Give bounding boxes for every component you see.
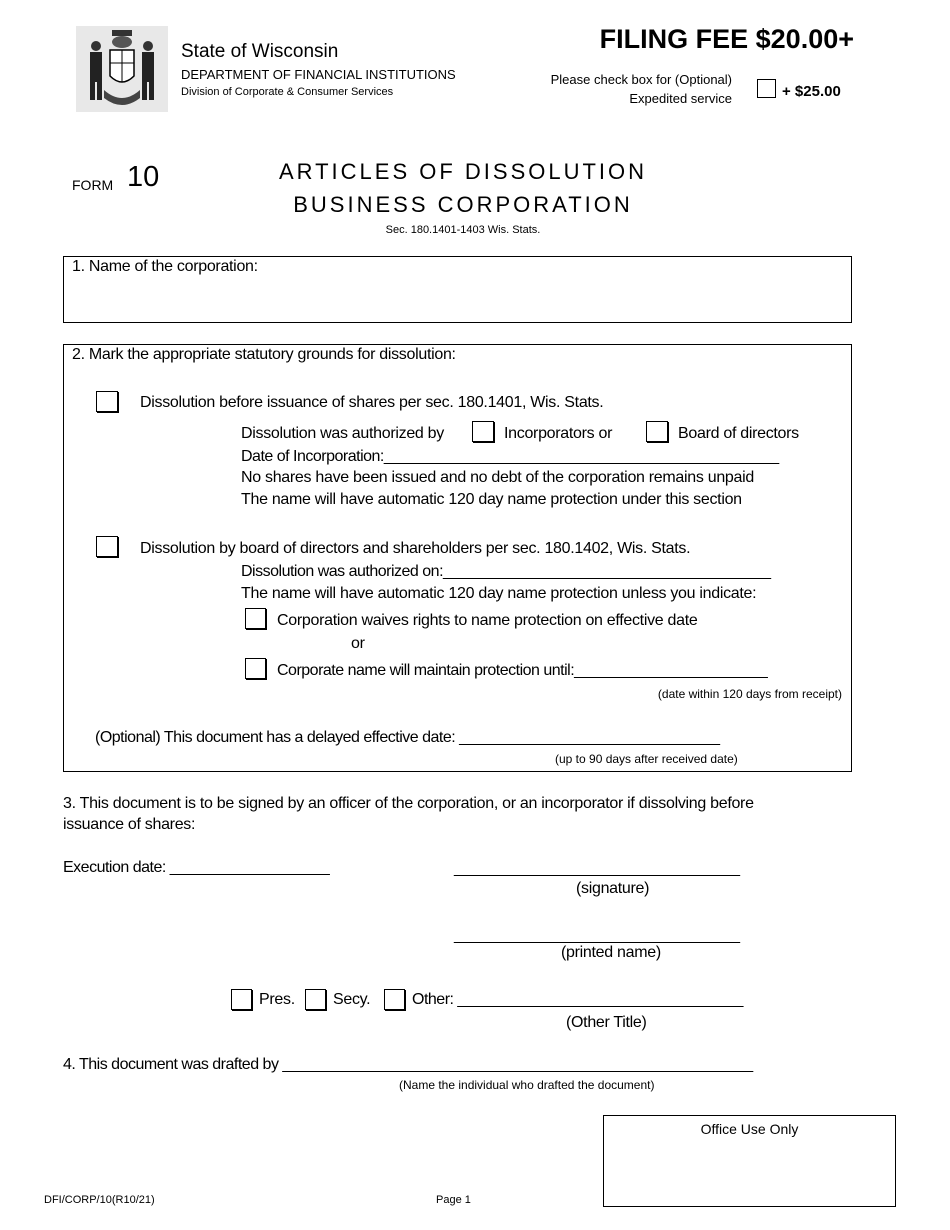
header-division: Division of Corporate & Consumer Services	[181, 86, 394, 98]
option-1402-label: Dissolution by board of directors and shareholders per sec. 180.1402, Wis. Stats.	[140, 540, 691, 557]
board-label: Board of directors	[678, 425, 799, 442]
form-statute: Sec. 180.1401-1403 Wis. Stats.	[385, 224, 541, 236]
printed-name-caption: (printed name)	[561, 944, 661, 961]
other-title-caption: (Other Title)	[566, 1014, 647, 1031]
incorporators-checkbox[interactable]	[472, 421, 494, 442]
incorporators-label: Incorporators or	[504, 425, 613, 442]
secy-checkbox[interactable]	[305, 989, 326, 1010]
expedite-text-line1: Please check box for (Optional)	[550, 72, 732, 87]
section3-label-line1: 3. This document is to be signed by an officer of the corporation, or an incorporator if dissolving before	[63, 795, 754, 812]
expedite-text-line2: Expedited service	[629, 91, 732, 106]
waive-protection-checkbox[interactable]	[245, 608, 266, 629]
pres-checkbox[interactable]	[231, 989, 252, 1010]
office-use-label: Office Use Only	[700, 1121, 799, 1137]
form-code: DFI/CORP/10(R10/21)	[44, 1194, 155, 1206]
form-title-line2: BUSINESS CORPORATION	[293, 192, 633, 217]
signature-field[interactable]: __________________________________	[454, 860, 740, 877]
option-1401-label: Dissolution before issuance of shares per sec. 180.1401, Wis. Stats.	[140, 394, 604, 411]
maintain-protection-checkbox[interactable]	[245, 658, 266, 679]
drafted-by-note: (Name the individual who drafted the document)	[399, 1078, 655, 1092]
state-seal	[76, 26, 168, 112]
board-checkbox[interactable]	[646, 421, 668, 442]
form-label: FORM	[72, 177, 114, 193]
drafted-by-field[interactable]: 4. This document was drafted by ________________________________________________________	[63, 1056, 753, 1073]
section3-label-line2: issuance of shares:	[63, 816, 196, 833]
execution-date-field[interactable]: Execution date: ___________________	[63, 859, 330, 876]
no-shares-statement: No shares have been issued and no debt of the corporation remains unpaid	[241, 469, 754, 486]
section1-label: 1. Name of the corporation:	[72, 258, 258, 275]
header-department: DEPARTMENT OF FINANCIAL INSTITUTIONS	[181, 67, 456, 82]
protection-note-1402: The name will have automatic 120 day name protection unless you indicate:	[241, 585, 757, 602]
printed-name-field[interactable]: __________________________________	[454, 927, 740, 944]
delayed-date-note: (up to 90 days after received date)	[555, 752, 738, 766]
pres-label: Pres.	[259, 991, 295, 1008]
or-text: or	[351, 635, 365, 652]
waive-protection-label: Corporation waives rights to name protection on effective date	[277, 612, 698, 629]
authorized-on-field[interactable]: Dissolution was authorized on:_______________________________________	[241, 563, 771, 580]
header-state: State of Wisconsin	[181, 41, 339, 62]
maintain-protection-note: (date within 120 days from receipt)	[657, 687, 842, 701]
secy-label: Secy.	[333, 991, 371, 1008]
form-number: 10	[127, 161, 160, 193]
delayed-effective-date-field[interactable]: (Optional) This document has a delayed effective date: _______________________________	[95, 729, 720, 746]
other-title-field[interactable]: Other: __________________________________	[412, 991, 743, 1008]
filing-fee: FILING FEE $20.00+	[599, 24, 854, 54]
date-of-incorporation-field[interactable]: Date of Incorporation:_______________________________________________	[241, 448, 779, 465]
protection-note-1401: The name will have automatic 120 day name protection under this section	[241, 491, 742, 508]
maintain-protection-field[interactable]: Corporate name will maintain protection until:_______________________	[277, 662, 768, 679]
expedite-fee: + $25.00	[782, 83, 841, 100]
option-1402-checkbox[interactable]	[96, 536, 118, 557]
signature-caption: (signature)	[576, 880, 650, 897]
authorized-by-label: Dissolution was authorized by	[241, 425, 444, 442]
expedite-checkbox[interactable]	[757, 79, 776, 98]
form-title-line1: ARTICLES OF DISSOLUTION	[278, 159, 648, 184]
page-number: Page 1	[436, 1194, 471, 1206]
other-title-checkbox[interactable]	[384, 989, 405, 1010]
section2-label: 2. Mark the appropriate statutory grounds for dissolution:	[72, 346, 456, 363]
option-1401-checkbox[interactable]	[96, 391, 118, 412]
